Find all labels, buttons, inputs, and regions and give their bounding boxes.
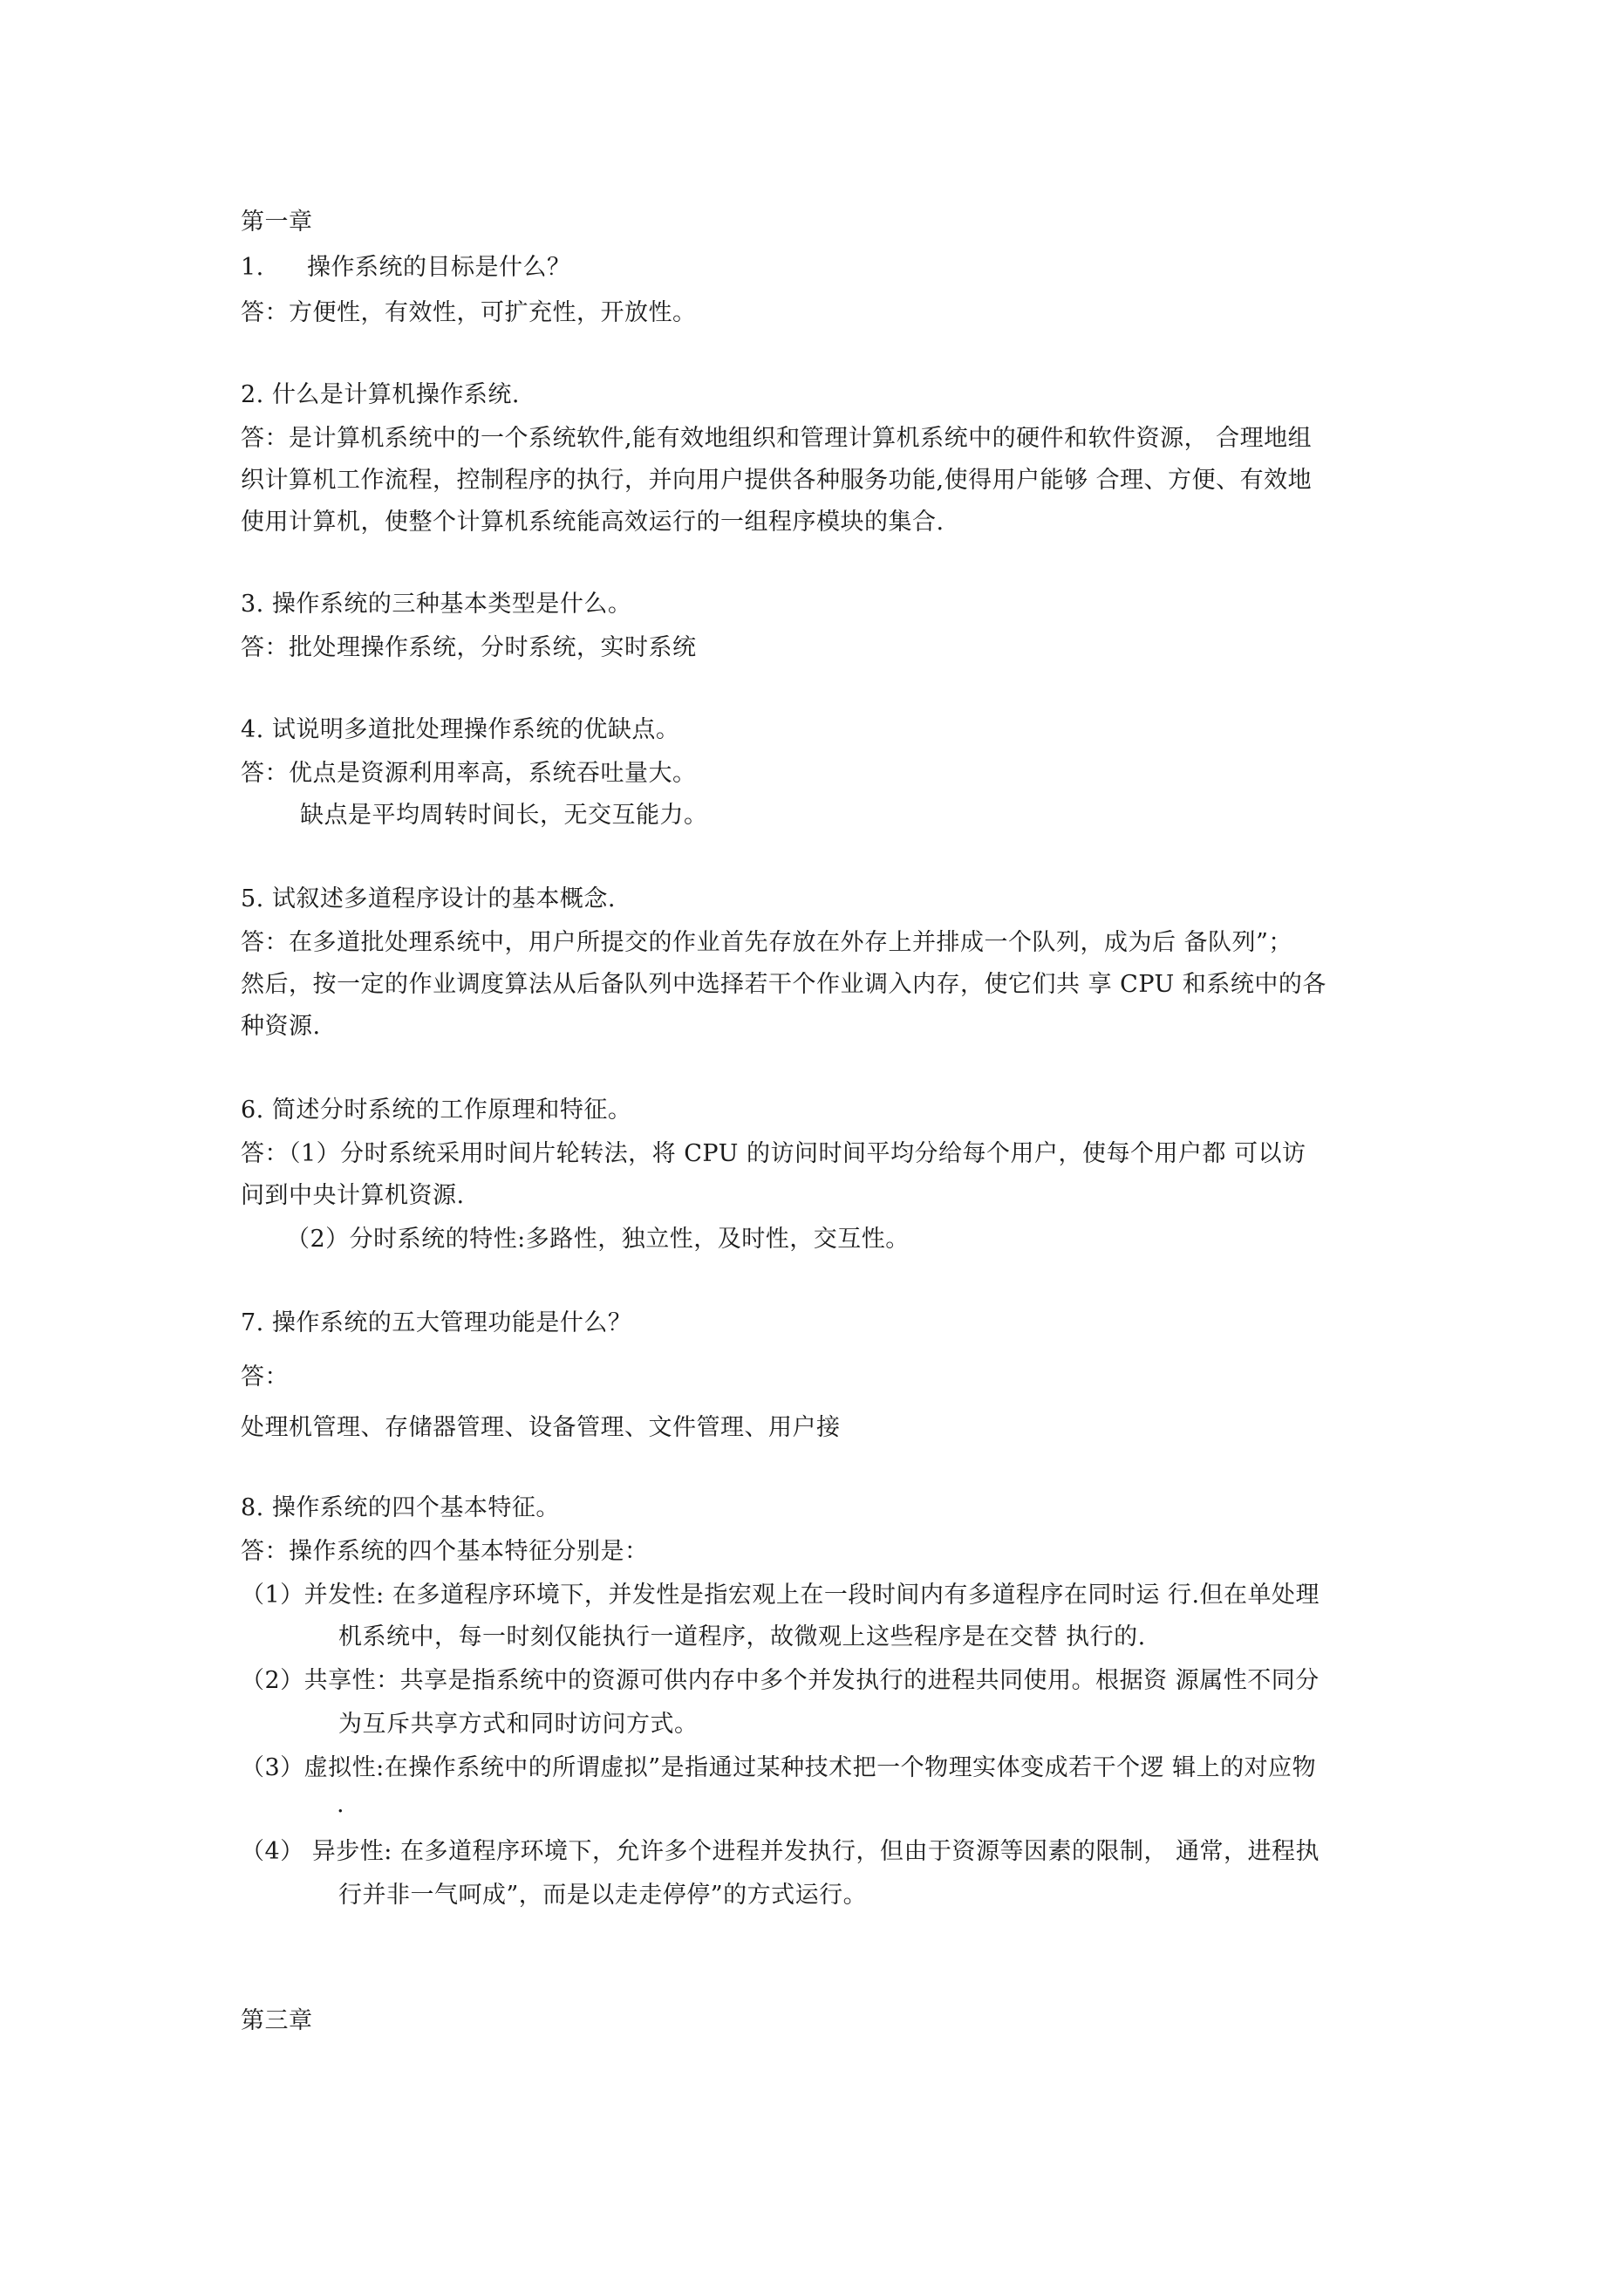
q2-answer-line-3: 使用计算机，使整个计算机系统能高效运行的一组程序模块的集合. bbox=[241, 509, 944, 536]
q7-answer: 处理机管理、存储器管理、设备管理、文件管理、用户接 bbox=[241, 1414, 841, 1441]
q8-item-1-line-2: 机系统中，每一时刻仅能执行一道程序，故微观上这些程序是在交替 执行的. bbox=[338, 1623, 1146, 1650]
q8-item-3-line-1: （3）虚拟性:在操作系统中的所谓虚拟”是指通过某种技术把一个物理实体变成若干个逻 辑上的对应物 bbox=[241, 1754, 1317, 1781]
q5-answer-line-2: 然后，按一定的作业调度算法从后备队列中选择若干个作业调入内存，使它们共 享 CPU 和系统中的各 bbox=[241, 971, 1326, 998]
q7-question: 7. 操作系统的五大管理功能是什么？ bbox=[241, 1309, 632, 1336]
q4-answer-line-1: 答：优点是资源利用率高，系统吞吐量大。 bbox=[241, 760, 697, 787]
q4-question: 4. 试说明多道批处理操作系统的优缺点。 bbox=[241, 716, 680, 743]
q5-question: 5. 试叙述多道程序设计的基本概念. bbox=[241, 885, 616, 912]
q1-number: 1. bbox=[241, 254, 264, 281]
chapter-3-heading: 第三章 bbox=[241, 2007, 313, 2034]
q8-item-2-line-1: （2）共享性：共享是指系统中的资源可供内存中多个并发执行的进程共同使用。根据资 源属性不同分 bbox=[241, 1667, 1320, 1694]
q1-question: 操作系统的目标是什么？ bbox=[307, 254, 571, 281]
q8-item-4-line-2: 行并非一气呵成”，而是以走走停停”的方式运行。 bbox=[338, 1882, 868, 1909]
q6-answer-line-3: （2）分时系统的特性:多路性，独立性，及时性，交互性。 bbox=[286, 1226, 910, 1253]
q2-question: 2. 什么是计算机操作系统. bbox=[241, 381, 520, 408]
q4-answer-line-2: 缺点是平均周转时间长，无交互能力。 bbox=[300, 802, 708, 829]
q8-item-2-line-2: 为互斥共享方式和同时访问方式。 bbox=[338, 1711, 699, 1738]
q3-answer: 答：批处理操作系统，分时系统，实时系统 bbox=[241, 634, 697, 661]
q8-answer-intro: 答：操作系统的四个基本特征分别是： bbox=[241, 1538, 649, 1565]
q6-answer-line-2: 问到中央计算机资源. bbox=[241, 1182, 465, 1209]
q8-question: 8. 操作系统的四个基本特征。 bbox=[241, 1494, 560, 1521]
chapter-1-heading: 第一章 bbox=[241, 208, 313, 236]
q8-item-4-line-1: （4） 异步性: 在多道程序环境下，允许多个进程并发执行，但由于资源等因素的限制， 通常，进程执 bbox=[241, 1838, 1320, 1865]
q8-item-3-line-2: . bbox=[337, 1791, 345, 1818]
q6-answer-line-1: 答：（1）分时系统采用时间片轮转法，将 CPU 的访问时间平均分给每个用户，使每个用户都 可以访 bbox=[241, 1140, 1306, 1167]
q7-answer-label: 答： bbox=[241, 1363, 289, 1391]
q2-answer-line-2: 织计算机工作流程，控制程序的执行，并向用户提供各种服务功能,使得用户能够 合理、方便、有效地 bbox=[241, 467, 1313, 494]
q3-question: 3. 操作系统的三种基本类型是什么。 bbox=[241, 591, 632, 618]
q8-item-1-line-1: （1）并发性: 在多道程序环境下，并发性是指宏观上在一段时间内有多道程序在同时运 行.但在单处理 bbox=[241, 1582, 1320, 1609]
q5-answer-line-3: 种资源. bbox=[241, 1013, 321, 1040]
q1-answer: 答：方便性，有效性，可扩充性，开放性。 bbox=[241, 299, 697, 326]
q2-answer-line-1: 答：是计算机系统中的一个系统软件,能有效地组织和管理计算机系统中的硬件和软件资源， 合理地组 bbox=[241, 425, 1313, 452]
q6-question: 6. 简述分时系统的工作原理和特征。 bbox=[241, 1097, 632, 1124]
q5-answer-line-1: 答：在多道批处理系统中，用户所提交的作业首先存放在外存上并排成一个队列，成为后 备队列”； bbox=[241, 929, 1292, 956]
